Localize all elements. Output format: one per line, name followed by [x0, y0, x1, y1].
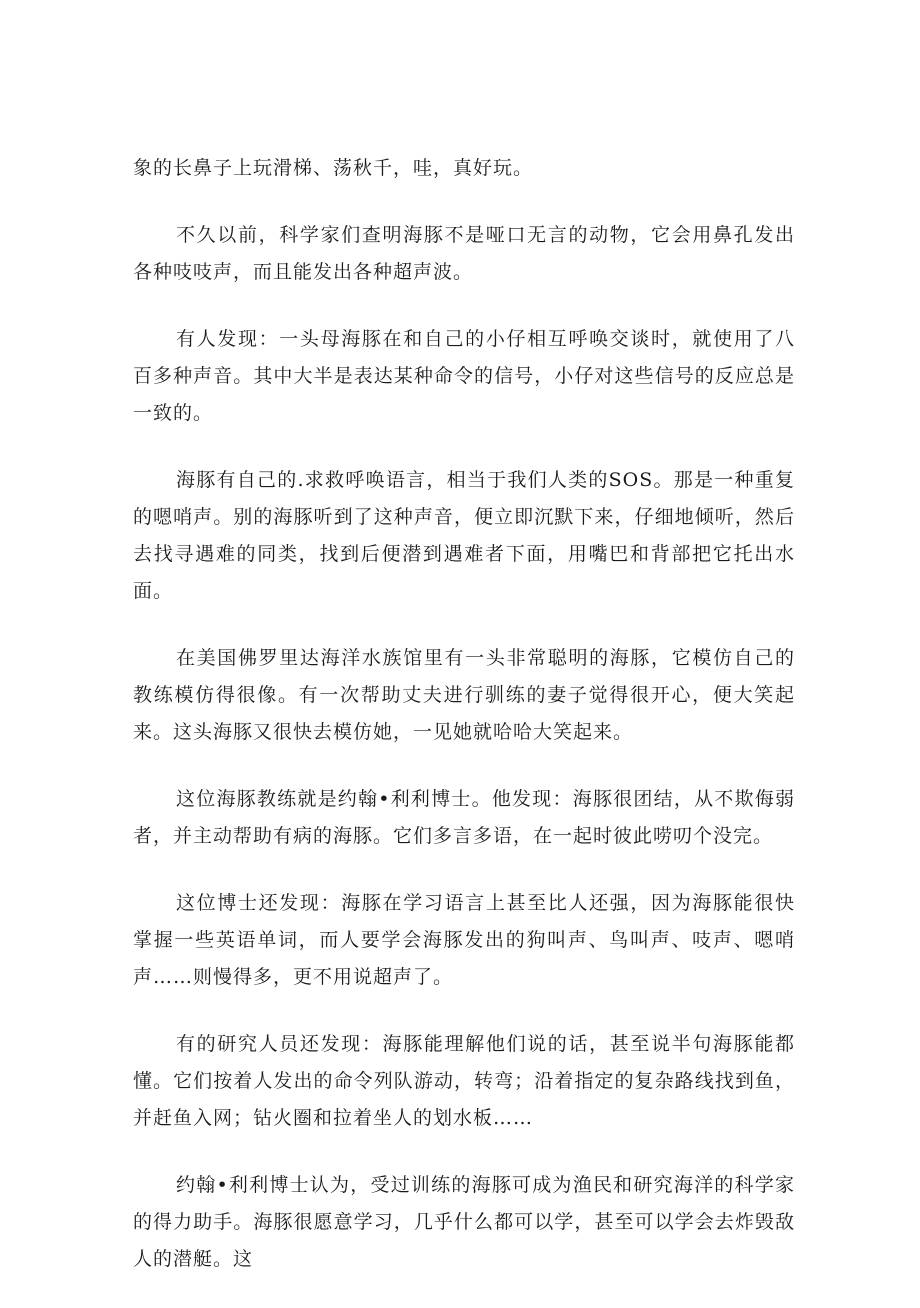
paragraph: 有人发现：一头母海豚在和自己的小仔相互呼唤交谈时，就使用了八百多种声音。其中大半是表达某种命令的信号，小仔对这些信号的反应总是一致的。 — [133, 328, 795, 424]
paragraph: 约翰•利利博士认为，受过训练的海豚可成为渔民和研究海洋的科学家的得力助手。海豚很愿意学习，几乎什么都可以学，甚至可以学会去炸毁敌人的潜艇。这 — [133, 1174, 795, 1270]
paragraph: 海豚有自己的.求救呼唤语言，相当于我们人类的SOS。那是一种重复的嗯哨声。别的海豚听到了这种声音，便立即沉默下来，仔细地倾听，然后去找寻遇难的同类，找到后便潜到遇难者下面，用嘴巴和背部把它托出水面。 — [133, 469, 795, 602]
paragraph: 这位海豚教练就是约翰•利利博士。他发现：海豚很团结，从不欺侮弱者，并主动帮助有病的海豚。它们多言多语，在一起时彼此唠叨个没完。 — [133, 788, 795, 847]
paragraph: 象的长鼻子上玩滑梯、荡秋千，哇，真好玩。 — [133, 157, 534, 179]
paragraph: 不久以前，科学家们查明海豚不是哑口无言的动物，它会用鼻孔发出各种吱吱声，而且能发出各种超声波。 — [133, 224, 795, 283]
paragraph: 这位博士还发现：海豚在学习语言上甚至比人还强，因为海豚能很快掌握一些英语单词，而人要学会海豚发出的狗叫声、鸟叫声、吱声、嗯哨声……则慢得多，更不用说超声了。 — [133, 892, 795, 988]
article-body — [133, 150, 795, 1308]
paragraph: 在美国佛罗里达海洋水族馆里有一头非常聪明的海豚，它模仿自己的教练模仿得很像。有一次帮助丈夫进行驯练的妻子觉得很开心，便大笑起来。这头海豚又很快去模仿她，一见她就哈哈大笑起来。 — [133, 647, 795, 743]
paragraph: 有的研究人员还发现：海豚能理解他们说的话，甚至说半句海豚能都懂。它们按着人发出的命令列队游动，转弯；沿着指定的复杂路线找到鱼，并赶鱼入网；钻火圈和拉着坐人的划水板…… — [133, 1033, 795, 1129]
